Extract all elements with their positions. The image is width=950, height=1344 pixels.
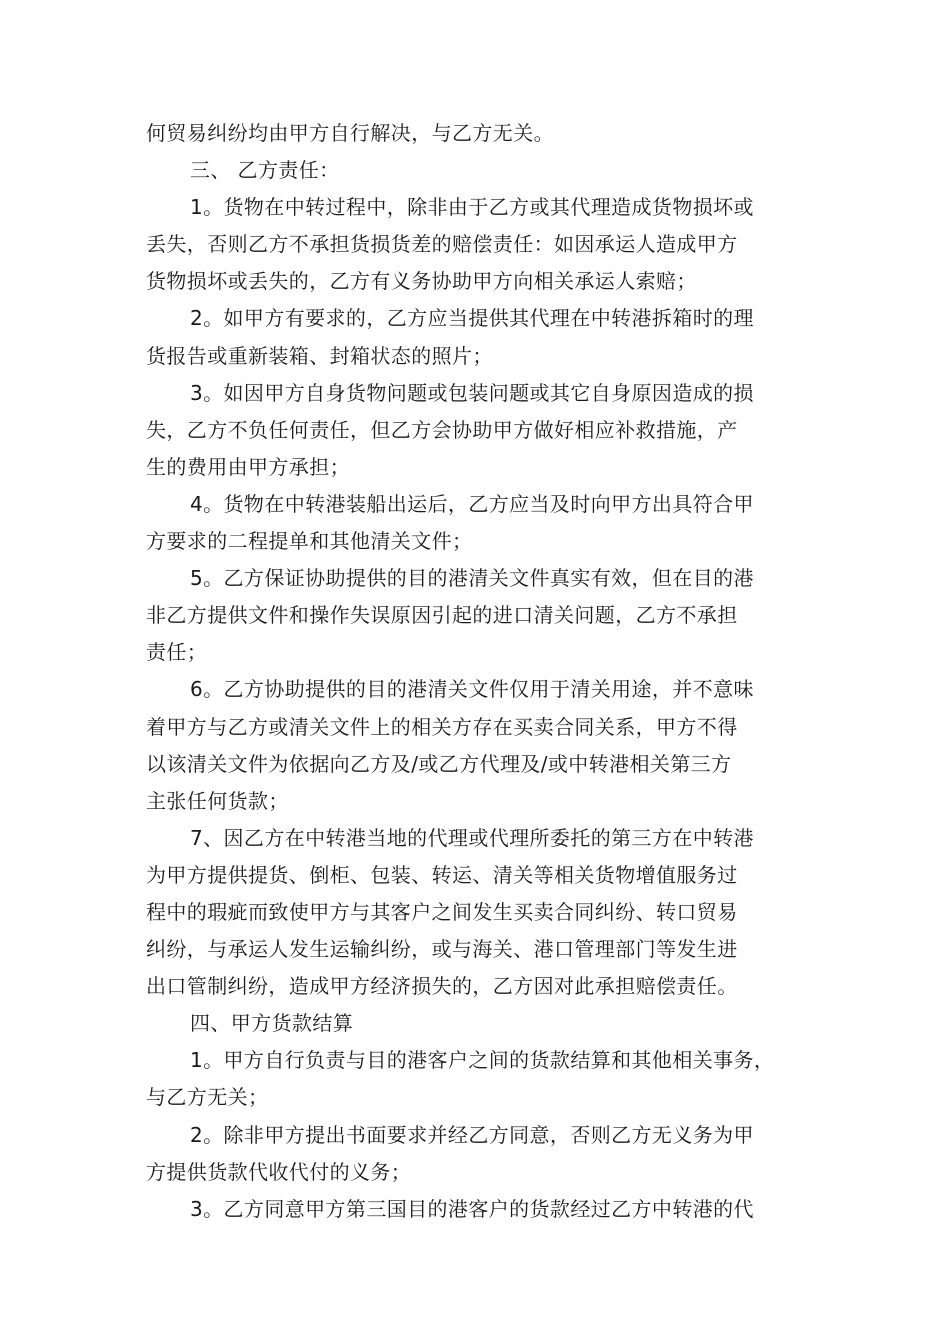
paragraph-line: 方要求的二程提单和其他清关文件；	[146, 529, 473, 554]
paragraph-line: 7、因乙方在中转港当地的代理或代理所委托的第三方在中转港	[190, 825, 754, 850]
paragraph-line: 何贸易纠纷均由甲方自行解决，与乙方无关。	[146, 121, 554, 145]
paragraph-line: 纠纷，与承运人发生运输纠纷，或与海关、港口管理部门等发生进	[146, 937, 738, 962]
paragraph-line: 4。货物在中转港装船出运后，乙方应当及时向甲方出具符合甲	[190, 491, 754, 516]
document-body	[146, 115, 818, 1228]
paragraph-line: 货报告或重新装箱、封箱状态的照片；	[146, 343, 493, 368]
paragraph-line: 四、甲方货款结算	[190, 1011, 354, 1036]
paragraph-line: 丢失，否则乙方不承担货损货差的赔偿责任：如因承运人造成甲方	[146, 232, 738, 257]
paragraph-line: 5。乙方保证协助提供的目的港清关文件真实有效，但在目的港	[190, 566, 754, 591]
paragraph-line: 责任；	[146, 640, 208, 665]
paragraph-line: 着甲方与乙方或清关文件上的相关方存在买卖合同关系，甲方不得	[146, 714, 738, 739]
paragraph-line: 出口管制纠纷，造成甲方经济损失的，乙方因对此承担赔偿责任。	[146, 974, 738, 999]
paragraph-line: 以该清关文件为依据向乙方及/或乙方代理及/或中转港相关第三方	[146, 751, 732, 776]
paragraph-line: 非乙方提供文件和操作失误原因引起的进口清关问题，乙方不承担	[146, 603, 738, 628]
paragraph-line: 6。乙方协助提供的目的港清关文件仅用于清关用途，并不意味	[190, 677, 754, 702]
paragraph-line: 三、 乙方责任：	[190, 158, 340, 183]
paragraph-line: 1。甲方自行负责与目的港客户之间的货款结算和其他相关事务，	[190, 1048, 775, 1073]
paragraph-line: 主张任何货款；	[146, 788, 289, 813]
paragraph-line: 方提供货款代收代付的义务；	[146, 1159, 412, 1184]
paragraph-line: 2。如甲方有要求的，乙方应当提供其代理在中转港拆箱时的理	[190, 306, 754, 331]
paragraph-line: 生的费用由甲方承担；	[146, 454, 350, 479]
paragraph-line: 2。除非甲方提出书面要求并经乙方同意，否则乙方无义务为甲	[190, 1122, 754, 1147]
paragraph-line: 1。货物在中转过程中，除非由于乙方或其代理造成货物损坏或	[190, 195, 754, 220]
paragraph-line: 为甲方提供提货、倒柜、包装、转运、清关等相关货物增值服务过	[146, 862, 738, 887]
paragraph-line: 程中的瑕疵而致使甲方与其客户之间发生买卖合同纠纷、转口贸易	[146, 899, 738, 924]
paragraph-line: 3。乙方同意甲方第三国目的港客户的货款经过乙方中转港的代	[190, 1196, 754, 1221]
paragraph-line: 3。如因甲方自身货物问题或包装问题或其它自身原因造成的损	[190, 380, 754, 405]
paragraph-line: 与乙方无关；	[146, 1085, 269, 1110]
paragraph-line: 货物损坏或丢失的，乙方有义务协助甲方向相关承运人索赔；	[146, 269, 697, 294]
paragraph-line: 失，乙方不负任何责任，但乙方会协助甲方做好相应补救措施，产	[146, 417, 738, 442]
